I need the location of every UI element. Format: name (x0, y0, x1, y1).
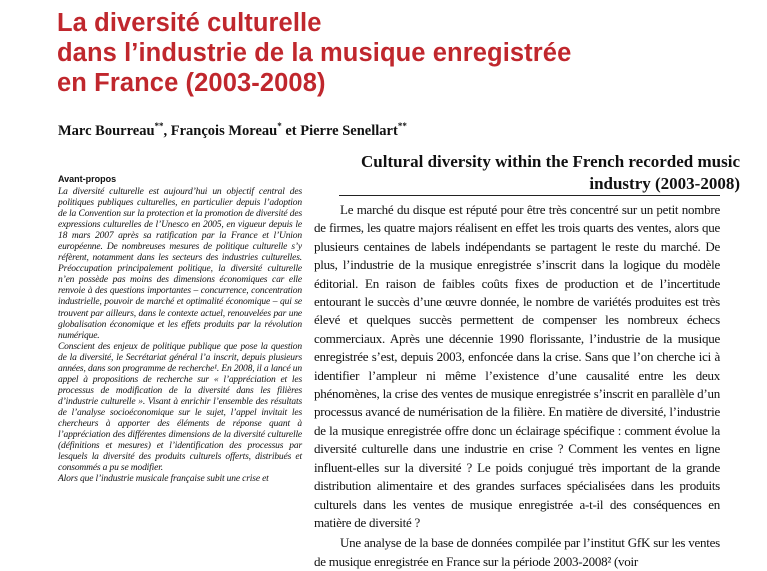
author-separator: , (163, 123, 171, 139)
english-title (270, 151, 740, 195)
author-list (58, 121, 407, 140)
article-title (57, 8, 757, 98)
foreword-paragraph: La diversité culturelle est aujourd’hui un objectif central des politiques publiques culturelles, en particulier depuis l’adoption de la Convention sur la protection et la promotion de diversité des expressions culturelles de l’Unesco en 2005, en vigueur depuis le 18 mars 2007 après sa ratification par la France et l’Union européenne. De nombreuses mesures de politique culturelle s’y réfèrent, notamment dans les secteurs des industries culturelles. Préoccupation principalement politique, la diversité culturelle n’en possède pas moins des dimensions économiques car elle renvoie à des questions importantes – concurrence, concentration industrielle, pouvoir de marché et optimalité économique – qui se trouvent par ailleurs, dans le contexte actuel, renouvelées par une globalisation économique et les effets produits par la révolution numérique. (58, 187, 302, 341)
foreword-paragraph: Conscient des enjeux de politique publique que pose la question de la diversité, le Secrétariat général l’a inscrit, depuis plusieurs années, dans son programme de recherche¹. En 2008, il a lancé un appel à propositions de recherche sur « l’appréciation et les processus de modification de la diversité dans les filières d’industrie culturelle ». Visant à enrichir l’ensemble des résultats de l’analyse socioéconomique sur le sujet, l’appel invitait les chercheurs à apporter des éléments de réponse quant à l’appréciation des différentes dimensions de la diversité culturelle (définitions et mesures) et l’identification des processus par lesquels la diversité des produits culturels offerts, distribués et consommés a pu se modifier. (58, 341, 302, 474)
body-paragraph: Le marché du disque est réputé pour être très concentré sur un petit nombre de firmes, les quatre majors réalisent en effet les trois quarts des ventes, alors que plusieurs centaines de labels indépendants se partagent le reste du marché. De plus, l’industrie de la musique enregistrée s’inscrit dans la logique du modèle éditorial. En raison de faibles coûts fixes de production et de l’incertitude entourant le succès d’une œuvre donnée, le nombre de variétés produites est très élevé et quelques succès permettent de compenser les nombreux échecs commerciaux. Après une décennie 1990 florissante, l’industrie de la musique enregistrée s’est, depuis 2003, enfoncée dans la crise. Sans que l’on cherche ici à identifier l’ampleur ni même l’existence d’une causalité entre les deux phénomènes, la crise des ventes de musique enregistrée s’inscrit en parallèle d’un processus avancé de numérisation de la filière. En matière de diversité, l’industrie de la musique enregistrée offre donc un éclairage spécifique : comment évolue la diversité culturelle dans une industrie en crise ? Comment les ventes en ligne influent-elles sur la diversité ? Le poids conjugué très important de la grande distribution alimentaire et des grandes surfaces spécialisées dans les produits culturels dans les ventes de musique enregistrée a-t-il des conséquences en matière de diversité ? (314, 202, 720, 530)
affiliation-mark: ** (154, 121, 164, 131)
author-name: Pierre Senellart (300, 123, 398, 139)
author-separator: et (281, 123, 301, 139)
affiliation-mark: * (277, 121, 282, 131)
title-line-3: en France (2003-2008) (57, 69, 326, 97)
title-line-1: La diversité culturelle (57, 9, 322, 37)
author-name: François Moreau (170, 123, 278, 139)
author-name: Marc Bourreau (58, 123, 155, 139)
foreword-heading: Avant-propos (58, 174, 117, 184)
main-body-column (314, 201, 720, 569)
affiliation-mark: ** (397, 121, 407, 131)
foreword-column (58, 174, 302, 528)
body-paragraph: Une analyse de la base de données compilée par l’institut GfK sur les ventes de musique enregistrée en France sur la période 2003-2008² (voir (314, 535, 720, 569)
title-line-2: dans l’industrie de la musique enregistrée (57, 39, 572, 67)
foreword-paragraph: Alors que l’industrie musicale française subit une crise et (58, 474, 269, 485)
title-divider (339, 195, 720, 196)
english-title-line-1: Cultural diversity within the French recorded music (360, 152, 740, 171)
english-title-line-2: industry (2003-2008) (589, 174, 740, 193)
